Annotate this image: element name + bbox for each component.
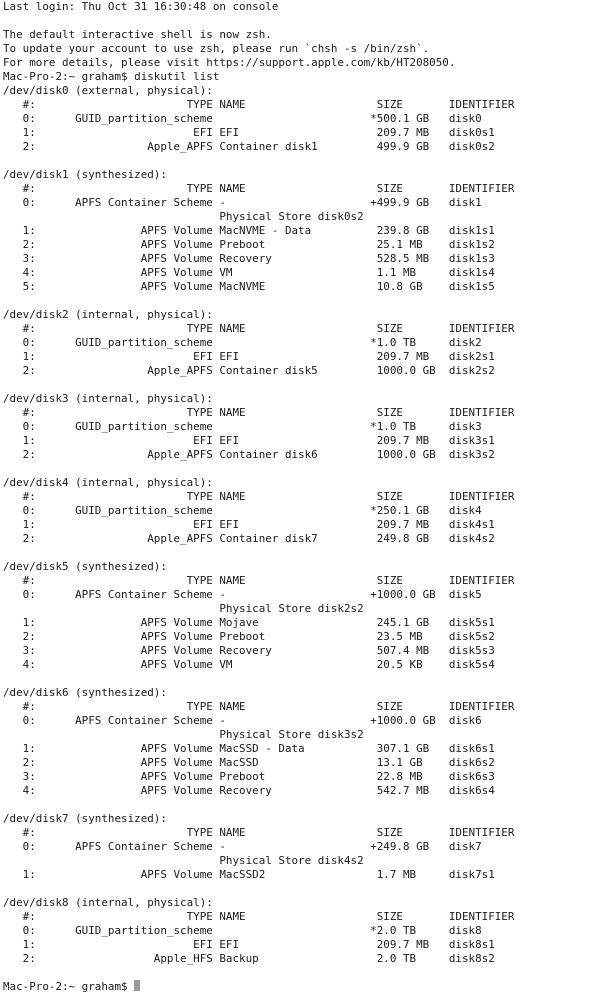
terminal-line: For more details, please visit https://support.apple.com/kb/HT208050.: [3, 56, 456, 69]
command-prompt[interactable]: [3, 980, 602, 994]
terminal-line: 0: APFS Container Scheme - +499.9 GB disk1: [3, 196, 482, 209]
terminal-line: 1: APFS Volume Mojave 245.1 GB disk5s1: [3, 616, 495, 629]
terminal-line: To update your account to use zsh, please run `chsh -s /bin/zsh`.: [3, 42, 430, 55]
terminal-line: 4: APFS Volume VM 20.5 KB disk5s4: [3, 658, 495, 671]
terminal-line: [3, 882, 602, 896]
terminal-line: Physical Store disk2s2: [3, 602, 364, 615]
terminal-line: 4: APFS Volume VM 1.1 MB disk1s4: [3, 266, 495, 279]
terminal-line: [3, 966, 602, 980]
terminal-line: [3, 462, 602, 476]
terminal-line: 3: APFS Volume Recovery 507.4 MB disk5s3: [3, 644, 495, 657]
terminal-line: 1: APFS Volume MacSSD - Data 307.1 GB disk6s1: [3, 742, 495, 755]
terminal-line: #: TYPE NAME SIZE IDENTIFIER: [3, 700, 515, 713]
terminal-line: 1: EFI EFI 209.7 MB disk8s1: [3, 938, 495, 951]
terminal-line: Physical Store disk3s2: [3, 728, 364, 741]
terminal-line: /dev/disk1 (synthesized):: [3, 168, 167, 181]
terminal-line: [3, 546, 602, 560]
terminal-line: Last login: Thu Oct 31 16:30:48 on console: [3, 0, 279, 13]
terminal-line: /dev/disk5 (synthesized):: [3, 560, 167, 573]
terminal-line: 2: Apple_APFS Container disk1 499.9 GB disk0s2: [3, 140, 495, 153]
terminal-line: #: TYPE NAME SIZE IDENTIFIER: [3, 406, 515, 419]
terminal-line: 0: GUID_partition_scheme *250.1 GB disk4: [3, 504, 482, 517]
terminal-line: [3, 672, 602, 686]
terminal-line: /dev/disk2 (internal, physical):: [3, 308, 213, 321]
terminal-line: /dev/disk6 (synthesized):: [3, 686, 167, 699]
terminal-line: 1: APFS Volume MacSSD2 1.7 MB disk7s1: [3, 868, 495, 881]
terminal-line: [3, 294, 602, 308]
terminal-line: 0: GUID_partition_scheme *2.0 TB disk8: [3, 924, 482, 937]
terminal-line: 0: APFS Container Scheme - +249.8 GB disk7: [3, 840, 482, 853]
terminal-line: #: TYPE NAME SIZE IDENTIFIER: [3, 98, 515, 111]
terminal-line: #: TYPE NAME SIZE IDENTIFIER: [3, 182, 515, 195]
terminal-line: 0: GUID_partition_scheme *500.1 GB disk0: [3, 112, 482, 125]
terminal-line: 1: EFI EFI 209.7 MB disk3s1: [3, 434, 495, 447]
terminal-line: 0: GUID_partition_scheme *1.0 TB disk3: [3, 420, 482, 433]
terminal-line: 0: APFS Container Scheme - +1000.0 GB disk6: [3, 714, 482, 727]
terminal-line: #: TYPE NAME SIZE IDENTIFIER: [3, 490, 515, 503]
terminal-output: [3, 0, 602, 980]
terminal-line: /dev/disk7 (synthesized):: [3, 812, 167, 825]
terminal-line: [3, 378, 602, 392]
terminal-line: 2: APFS Volume Preboot 23.5 MB disk5s2: [3, 630, 495, 643]
terminal-line: 1: EFI EFI 209.7 MB disk4s1: [3, 518, 495, 531]
terminal-line: 2: Apple_APFS Container disk5 1000.0 GB disk2s2: [3, 364, 495, 377]
text-cursor: [134, 980, 140, 991]
terminal-line: /dev/disk0 (external, physical):: [3, 84, 213, 97]
terminal-line: 0: GUID_partition_scheme *1.0 TB disk2: [3, 336, 482, 349]
terminal-line: 2: Apple_HFS Backup 2.0 TB disk8s2: [3, 952, 495, 965]
terminal-line: Mac-Pro-2:~ graham$ diskutil list: [3, 70, 220, 83]
terminal-line: #: TYPE NAME SIZE IDENTIFIER: [3, 910, 515, 923]
terminal-line: The default interactive shell is now zsh.: [3, 28, 272, 41]
terminal-line: [3, 154, 602, 168]
terminal-line: Physical Store disk0s2: [3, 210, 364, 223]
prompt-text: Mac-Pro-2:~ graham$: [3, 980, 135, 993]
terminal-line: 1: EFI EFI 209.7 MB disk2s1: [3, 350, 495, 363]
terminal-line: 3: APFS Volume Preboot 22.8 MB disk6s3: [3, 770, 495, 783]
terminal-line: #: TYPE NAME SIZE IDENTIFIER: [3, 322, 515, 335]
terminal-line: 1: APFS Volume MacNVME - Data 239.8 GB disk1s1: [3, 224, 495, 237]
terminal-line: 2: APFS Volume Preboot 25.1 MB disk1s2: [3, 238, 495, 251]
terminal-line: 4: APFS Volume Recovery 542.7 MB disk6s4: [3, 784, 495, 797]
terminal-line: #: TYPE NAME SIZE IDENTIFIER: [3, 826, 515, 839]
terminal-line: 2: APFS Volume MacSSD 13.1 GB disk6s2: [3, 756, 495, 769]
terminal-line: Physical Store disk4s2: [3, 854, 364, 867]
terminal-line: #: TYPE NAME SIZE IDENTIFIER: [3, 574, 515, 587]
terminal-line: 2: Apple_APFS Container disk7 249.8 GB disk4s2: [3, 532, 495, 545]
terminal-line: /dev/disk8 (internal, physical):: [3, 896, 213, 909]
terminal-line: 3: APFS Volume Recovery 528.5 MB disk1s3: [3, 252, 495, 265]
terminal-line: 1: EFI EFI 209.7 MB disk0s1: [3, 126, 495, 139]
terminal-line: [3, 14, 602, 28]
terminal-line: [3, 798, 602, 812]
terminal-line: 5: APFS Volume MacNVME 10.8 GB disk1s5: [3, 280, 495, 293]
terminal-line: 0: APFS Container Scheme - +1000.0 GB disk5: [3, 588, 482, 601]
terminal-line: /dev/disk3 (internal, physical):: [3, 392, 213, 405]
terminal-line: 2: Apple_APFS Container disk6 1000.0 GB disk3s2: [3, 448, 495, 461]
terminal-line: /dev/disk4 (internal, physical):: [3, 476, 213, 489]
